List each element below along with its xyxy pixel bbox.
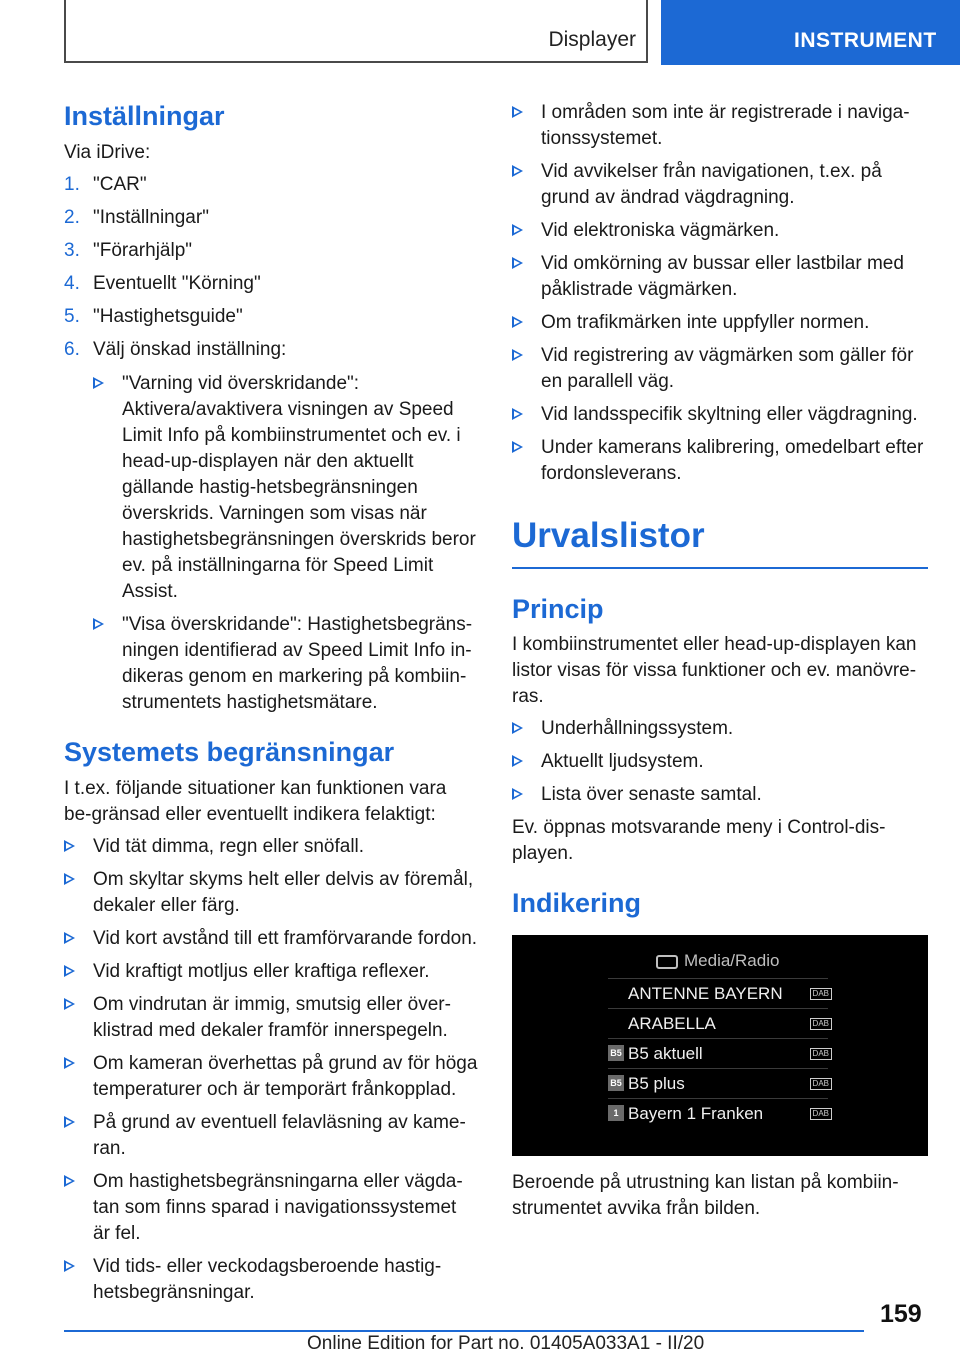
list-item-text: Om kameran överhettas på grund av för höga temperaturer och är temporärt frånkopplad.	[93, 1052, 478, 1100]
step-number: 5.	[64, 305, 80, 327]
list-item	[512, 749, 928, 775]
list-item-text: I områden som inte är registrerade i naviga-tionssystemet.	[541, 102, 910, 149]
step-number: 6.	[64, 338, 80, 360]
settings-intro: Via iDrive:	[64, 141, 151, 163]
list-item	[93, 612, 478, 716]
step-item	[64, 205, 478, 231]
step-item	[64, 337, 478, 716]
step-item	[64, 271, 478, 297]
triangle-bullet-icon	[64, 840, 75, 852]
step-text: "Hastighetsguide"	[93, 305, 243, 327]
dab-badge: DAB	[810, 1078, 832, 1090]
right-column	[512, 100, 928, 1228]
step-item	[64, 304, 478, 330]
list-item-text: Underhållningssystem.	[541, 718, 734, 740]
step-item	[64, 238, 478, 264]
triangle-bullet-icon	[512, 441, 523, 453]
media-radio-screenshot	[512, 935, 928, 1156]
triangle-bullet-icon	[64, 932, 75, 944]
list-item-text: Om hastighetsbegränsningarna eller vägda-tan som finns sparad i navigationssystemet är fel.	[93, 1170, 463, 1244]
list-item-text: Om vindrutan är immig, smutsig eller över-klistrad med dekaler framför innerspegeln.	[93, 993, 451, 1041]
station-name: ARABELLA	[628, 1014, 716, 1033]
triangle-bullet-icon	[512, 106, 523, 118]
triangle-bullet-icon	[64, 873, 75, 885]
dab-badge: DAB	[810, 988, 832, 1000]
left-column	[64, 100, 478, 1313]
triangle-bullet-icon	[64, 1260, 75, 1272]
principle-heading: Princip	[512, 593, 604, 624]
list-item-text: Om trafikmärken inte uppfyller normen.	[541, 312, 870, 333]
footer-divider	[64, 1330, 864, 1332]
list-item	[93, 371, 478, 605]
step-text: "CAR"	[93, 173, 147, 195]
dab-badge: DAB	[810, 1018, 832, 1030]
list-item-text: På grund av eventuell felavläsning av kame-ran.	[93, 1111, 466, 1159]
list-item-text: Under kamerans kalibrering, omedelbart efter fordonsleverans.	[541, 437, 924, 484]
list-item	[512, 782, 928, 808]
settings-steps	[64, 172, 478, 716]
list-item	[64, 992, 478, 1044]
triangle-bullet-icon	[512, 408, 523, 420]
triangle-bullet-icon	[512, 257, 523, 269]
image-caption: Beroende på utrustning kan listan på kombiin-strumentet avvika från bilden.	[512, 1172, 899, 1219]
step-number: 2.	[64, 206, 80, 228]
chapter-title: Urvalslistor	[512, 513, 928, 569]
list-item	[608, 1098, 828, 1128]
list-item-text: Vid tät dimma, regn eller snöfall.	[93, 835, 365, 857]
list-item-text: Vid kraftigt motljus eller kraftiga reflexer.	[93, 960, 430, 982]
settings-options	[93, 371, 478, 716]
triangle-bullet-icon	[64, 1057, 75, 1069]
list-item-text: Vid omkörning av bussar eller lastbilar med påklistrade vägmärken.	[541, 253, 904, 300]
triangle-bullet-icon	[512, 788, 523, 800]
list-item	[512, 435, 928, 487]
section-title: Displayer	[548, 28, 636, 51]
list-item-text: Vid elektroniska vägmärken.	[541, 220, 780, 241]
chapter-tab: INSTRUMENT	[661, 0, 960, 65]
station-logo-icon: 1	[608, 1105, 624, 1121]
list-item-text: Vid tids- eller veckodagsberoende hastig-hetsbegränsningar.	[93, 1255, 442, 1303]
triangle-bullet-icon	[64, 965, 75, 977]
dab-badge: DAB	[810, 1108, 832, 1120]
step-item	[64, 172, 478, 198]
principle-list	[512, 716, 928, 808]
list-item	[64, 1051, 478, 1103]
station-list	[608, 978, 828, 1128]
triangle-bullet-icon	[512, 316, 523, 328]
triangle-bullet-icon	[512, 755, 523, 767]
list-item	[512, 159, 928, 211]
triangle-bullet-icon	[512, 722, 523, 734]
step-number: 4.	[64, 272, 80, 294]
list-item	[512, 251, 928, 303]
list-item-text: Om skyltar skyms helt eller delvis av föremål, dekaler eller färg.	[93, 868, 474, 916]
list-item	[64, 926, 478, 952]
page-number: 159	[880, 1300, 922, 1328]
triangle-bullet-icon	[93, 618, 104, 630]
display-heading: Indikering	[512, 888, 642, 919]
list-item	[512, 310, 928, 336]
list-item	[64, 867, 478, 919]
list-item-text: Vid kort avstånd till ett framförvarande fordon.	[93, 927, 478, 949]
dab-badge: DAB	[810, 1048, 832, 1060]
step-text: Eventuellt "Körning"	[93, 272, 261, 294]
list-item-text: Vid landsspecifik skyltning eller vägdragning.	[541, 404, 918, 425]
limits-intro: I t.ex. följande situationer kan funktionen vara be-gränsad eller eventuellt indikera felaktigt:	[64, 777, 447, 825]
list-item	[608, 1068, 828, 1098]
list-item	[64, 834, 478, 860]
triangle-bullet-icon	[512, 349, 523, 361]
screen-title-text: Media/Radio	[684, 951, 780, 970]
step-number: 1.	[64, 173, 80, 195]
list-item	[64, 1169, 478, 1247]
list-item	[512, 716, 928, 742]
triangle-bullet-icon	[64, 1116, 75, 1128]
step-text: "Förarhjälp"	[93, 239, 193, 261]
station-logo-icon: B5	[608, 1075, 624, 1091]
radio-icon	[656, 955, 678, 969]
list-item	[608, 978, 828, 1008]
list-item-text: "Varning vid överskridande": Aktivera/avaktivera visningen av Speed Limit Info på kombiinstrumentet och ev. i head-up-displayen när den aktuellt gällande hastig-hetsbegränsningen överskrids. Varningen som visas när hastighetsbegränsningen överskrids beror ev. på inställningarna för Speed Limit Assist.	[122, 372, 476, 602]
triangle-bullet-icon	[93, 377, 104, 389]
station-name: Bayern 1 Franken	[628, 1104, 764, 1123]
limits-list	[64, 834, 478, 1306]
triangle-bullet-icon	[64, 998, 75, 1010]
list-item	[608, 1008, 828, 1038]
step-number: 3.	[64, 239, 80, 261]
footer-edition: Online Edition for Part no. 01405A033A1 - II/20	[307, 1333, 705, 1354]
list-item	[512, 218, 928, 244]
list-item	[512, 402, 928, 428]
station-name: B5 plus	[628, 1074, 685, 1093]
station-name: ANTENNE BAYERN	[628, 984, 783, 1003]
list-item	[64, 1254, 478, 1306]
step-text: Välj önskad inställning:	[93, 338, 287, 360]
list-item-text: Lista över senaste samtal.	[541, 784, 762, 806]
settings-heading: Inställningar	[64, 101, 225, 131]
triangle-bullet-icon	[512, 224, 523, 236]
list-item-text: "Visa överskridande": Hastighetsbegräns-ningen identifierad av Speed Limit Info in-dikeras genom en markering på kombiin-strumentets hastighetsmätare.	[122, 613, 473, 713]
screen-title	[656, 951, 779, 971]
station-name: B5 aktuell	[628, 1044, 703, 1063]
list-item-text: Vid avvikelser från navigationen, t.ex. på grund av ändrad vägdragning.	[541, 161, 882, 208]
triangle-bullet-icon	[64, 1175, 75, 1187]
station-logo-icon: B5	[608, 1045, 624, 1061]
list-item	[64, 1110, 478, 1162]
list-item	[512, 100, 928, 152]
step-text: "Inställningar"	[93, 206, 209, 228]
principle-outro: Ev. öppnas motsvarande meny i Control-dis-playen.	[512, 817, 886, 865]
list-item	[608, 1038, 828, 1068]
list-item	[64, 959, 478, 985]
principle-intro: I kombiinstrumentet eller head-up-displayen kan listor visas för vissa funktioner och ev. manövre-ras.	[512, 634, 917, 708]
triangle-bullet-icon	[512, 165, 523, 177]
list-item	[512, 343, 928, 395]
limits-list-continued	[512, 100, 928, 487]
list-item-text: Vid registrering av vägmärken som gäller för en parallell väg.	[541, 345, 914, 392]
limits-heading: Systemets begränsningar	[64, 736, 395, 767]
list-item-text: Aktuellt ljudsystem.	[541, 751, 704, 773]
